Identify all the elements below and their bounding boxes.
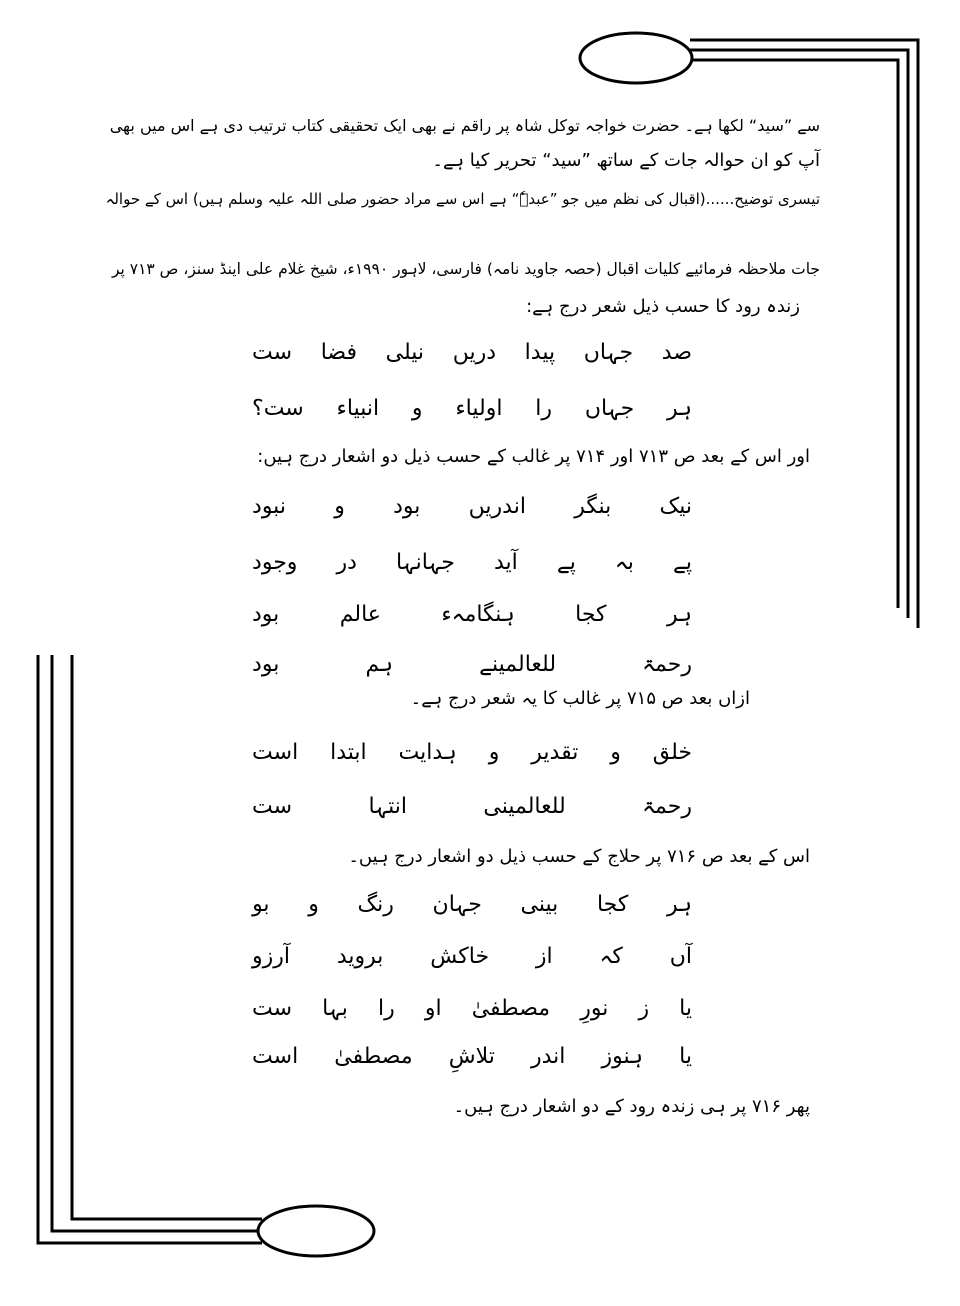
verse-word: نبود	[252, 494, 286, 519]
verse-word: پیدا	[524, 340, 556, 365]
verse-word: فضا	[320, 340, 358, 365]
verse-4	[252, 550, 692, 575]
verse-word: اولیاء	[455, 396, 503, 421]
verse-word: و	[411, 396, 423, 421]
verse-word: از	[535, 944, 553, 969]
verse-word: جہاں	[583, 340, 634, 365]
verse-word: و	[610, 740, 621, 765]
verse-word: جہان	[432, 892, 482, 917]
verse-word: ہر	[666, 602, 692, 627]
verse-word: دریں	[452, 340, 497, 365]
verse-word: انبیاء	[336, 396, 380, 421]
verse-word: انتہا	[368, 794, 407, 819]
verse-word: نیک	[659, 494, 692, 519]
verse-word: اندریں	[468, 494, 526, 519]
prose-line-2: آپ کو ان حوالہ جات کے ساتھ ”سید“ تحریر کیا ہے۔	[432, 150, 820, 171]
verse-word: بہ	[614, 550, 634, 575]
verse-3	[252, 494, 692, 519]
border-line-bottom-inner	[72, 655, 262, 1219]
verse-word: ہدایت	[398, 740, 457, 765]
verse-5	[252, 602, 692, 627]
verse-word: ست	[252, 340, 293, 365]
prose-line-8: اس کے بعد ص ۷۱۶ پر حلاج کے حسب ذیل دو اشعار درج ہیں۔	[348, 846, 810, 867]
prose-line-7: ازاں بعد ص ۷۱۵ پر غالب کا یہ شعر درج ہے۔	[410, 688, 750, 709]
verse-word: بنگر	[574, 494, 612, 519]
verse-word: صد	[661, 340, 692, 365]
verse-1	[252, 340, 692, 365]
verse-word: بود	[252, 652, 280, 677]
verse-word: ہنوز	[601, 1044, 644, 1069]
verse-word: کجا	[596, 892, 629, 917]
verse-word: را	[378, 996, 395, 1021]
bottom-oval-ornament	[258, 1206, 374, 1256]
verse-word: کہ	[599, 944, 623, 969]
verse-word: ست	[252, 996, 293, 1021]
verse-word: را	[535, 396, 553, 421]
verse-word: ہر	[666, 892, 692, 917]
verse-word: بود	[393, 494, 421, 519]
verse-word: اندر	[531, 1044, 566, 1069]
verse-2	[252, 396, 692, 421]
verse-word: جہاں	[584, 396, 635, 421]
verse-word: رنگ	[357, 892, 394, 917]
prose-line-5: زندہ رود کا حسب ذیل شعر درج ہے:	[526, 296, 800, 317]
verse-word: ابتدا	[330, 740, 367, 765]
verse-word: تلاشِ	[448, 1044, 495, 1069]
verse-word: ہنگامہء	[441, 602, 515, 627]
verse-6	[252, 652, 692, 677]
verse-word: بہا	[322, 996, 348, 1021]
verse-word: مصطفیٰ	[334, 1044, 413, 1069]
verse-word: و	[334, 494, 345, 519]
verse-word: کجا	[575, 602, 607, 627]
verse-word: او	[424, 996, 442, 1021]
verse-11	[252, 996, 692, 1021]
verse-word: آں	[669, 944, 692, 969]
verse-word: بینی	[520, 892, 559, 917]
verse-word: و	[308, 892, 319, 917]
border-line-bottom-middle	[52, 655, 262, 1231]
verse-word: آید	[493, 550, 518, 575]
prose-line-3: تیسری توضیح......(اقبال کی نظم میں جو ”عبدہٗ“ ہے اس سے مراد حضور صلی اللہ علیہ وسلم ہیں) اس کے حوالہ	[105, 190, 820, 208]
verse-word: پے	[672, 550, 692, 575]
verse-word: عالم	[339, 602, 381, 627]
verse-word: خاکش	[430, 944, 490, 969]
verse-word: بود	[252, 602, 280, 627]
verse-word: یا	[679, 1044, 692, 1069]
verse-word: یا	[679, 996, 692, 1021]
verse-word: رحمۃ	[642, 652, 692, 677]
verse-word: در	[336, 550, 357, 575]
verse-10	[252, 944, 692, 969]
verse-7	[252, 740, 692, 765]
verse-9	[252, 892, 692, 917]
verse-word: ز	[638, 996, 650, 1021]
verse-word: بو	[252, 892, 270, 917]
prose-line-1: سے ”سید“ لکھا ہے۔ حضرت خواجہ توکل شاہ پر راقم نے بھی ایک تحقیقی کتاب ترتیب دی ہے اس میں بھی	[109, 116, 820, 135]
verse-word: للعالمینی	[483, 794, 566, 819]
prose-line-4: جات ملاحظہ فرمائیے کلیات اقبال (حصہ جاوید نامہ) فارسی، لاہور ۱۹۹۰ء، شیخ غلام علی اینڈ سنز، ص ۷۱۳ پر	[111, 260, 820, 278]
verse-word: و	[488, 740, 500, 765]
verse-word: آرزو	[252, 944, 290, 969]
verse-word: است	[252, 740, 299, 765]
verse-word: است	[252, 1044, 299, 1069]
verse-8	[252, 794, 692, 819]
verse-word: تقدیر	[531, 740, 579, 765]
border-line-top-inner	[690, 60, 898, 608]
verse-word: خلق	[652, 740, 692, 765]
verse-word: رحمۃ	[642, 794, 692, 819]
verse-word: للعالمینے	[479, 652, 557, 677]
prose-line-9: پھر ۷۱۶ پر ہی زندہ رود کے دو اشعار درج ہیں۔	[453, 1096, 810, 1117]
verse-word: ست	[252, 794, 293, 819]
verse-word: نورِ	[580, 996, 609, 1021]
verse-12	[252, 1044, 692, 1069]
verse-word: ہم	[365, 652, 393, 677]
verse-word: ہر	[666, 396, 692, 421]
verse-word: بروید	[336, 944, 384, 969]
verse-word: پے	[556, 550, 576, 575]
verse-word: مصطفیٰ	[471, 996, 551, 1021]
verse-word: جہانہا	[395, 550, 455, 575]
verse-word: ست؟	[252, 396, 304, 421]
top-oval-ornament	[580, 33, 692, 83]
verse-word: وجود	[252, 550, 298, 575]
verse-word: نیلی	[385, 340, 425, 365]
border-line-top-middle	[690, 50, 908, 618]
prose-line-6: اور اس کے بعد ص ۷۱۳ اور ۷۱۴ پر غالب کے حسب ذیل دو اشعار درج ہیں:	[257, 446, 810, 467]
